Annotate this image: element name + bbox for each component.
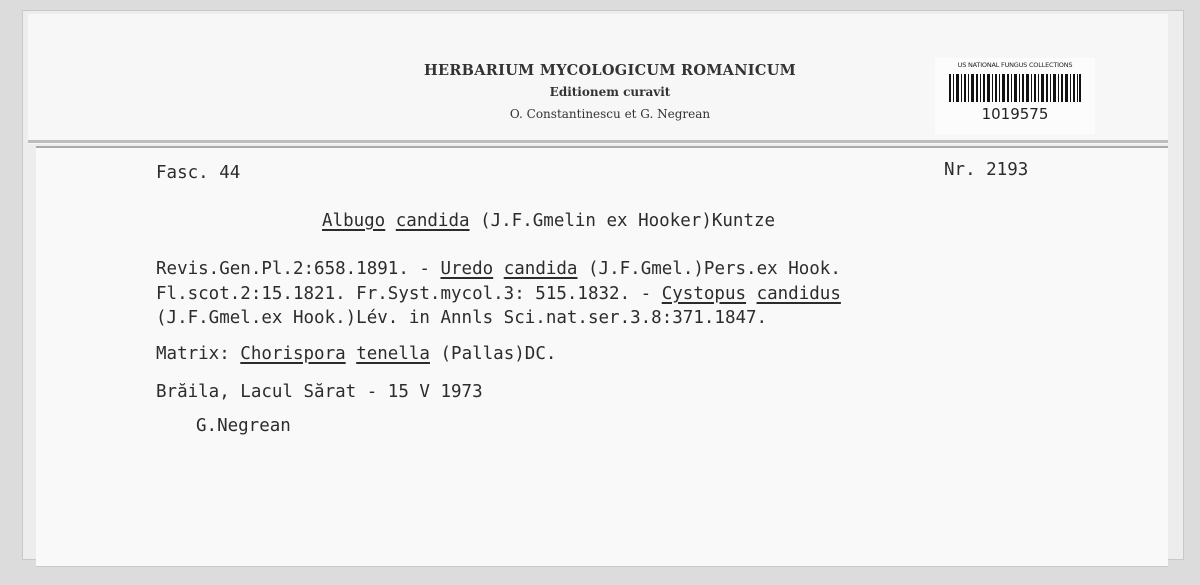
synonym-species-1: candida <box>503 259 578 279</box>
synonymy-citation-1: Revis.Gen.Pl.2:658.1891. - <box>156 259 441 279</box>
synonym-genus-1: Uredo <box>440 259 494 279</box>
collector-name: G.Negrean <box>196 416 291 436</box>
synonymy-line-2 <box>156 284 841 304</box>
barcode-label <box>935 58 1095 134</box>
taxon-genus: Albugo <box>322 211 386 231</box>
locality-date: Brăila, Lacul Sărat - 15 V 1973 <box>156 382 483 402</box>
host-authority: (Pallas)DC. <box>429 344 557 364</box>
barcode-caption: US NATIONAL FUNGUS COLLECTIONS <box>957 61 1073 69</box>
matrix-label: Matrix: <box>156 344 241 364</box>
header-title: HERBARIUM MYCOLOGICUM ROMANICUM <box>423 62 797 79</box>
label-top-edge <box>28 140 1168 143</box>
header-subtitle: Editionem curavit <box>549 85 671 99</box>
taxon-authority: (J.F.Gmelin ex Hooker)Kuntze <box>469 211 776 231</box>
matrix-line <box>156 344 556 364</box>
barcode-number: 1019575 <box>981 105 1049 123</box>
synonym-genus-2: Cystopus <box>661 284 747 304</box>
synonymy-line-1 <box>156 259 841 279</box>
barcode-icon <box>949 74 1081 102</box>
synonymy-citation-2: Fl.scot.2:15.1821. Fr.Syst.mycol.3: 515.1832. - <box>156 284 662 304</box>
host-species: tenella <box>356 344 430 364</box>
fascicle-number: Fasc. 44 <box>156 163 241 183</box>
exsiccata-number: Nr. 2193 <box>944 160 1029 180</box>
synonym-species-2: candidus <box>756 284 841 304</box>
herbarium-header <box>380 62 840 121</box>
header-editors: O. Constantinescu et G. Negrean <box>509 107 711 121</box>
host-genus: Chorispora <box>240 344 346 364</box>
taxon-name <box>322 211 775 231</box>
taxon-species: candida <box>395 211 470 231</box>
synonymy-line-3: (J.F.Gmel.ex Hook.)Lév. in Annls Sci.nat.ser.3.8:371.1847. <box>156 308 768 328</box>
synonym-authority-1: (J.F.Gmel.)Pers.ex Hook. <box>577 259 841 279</box>
